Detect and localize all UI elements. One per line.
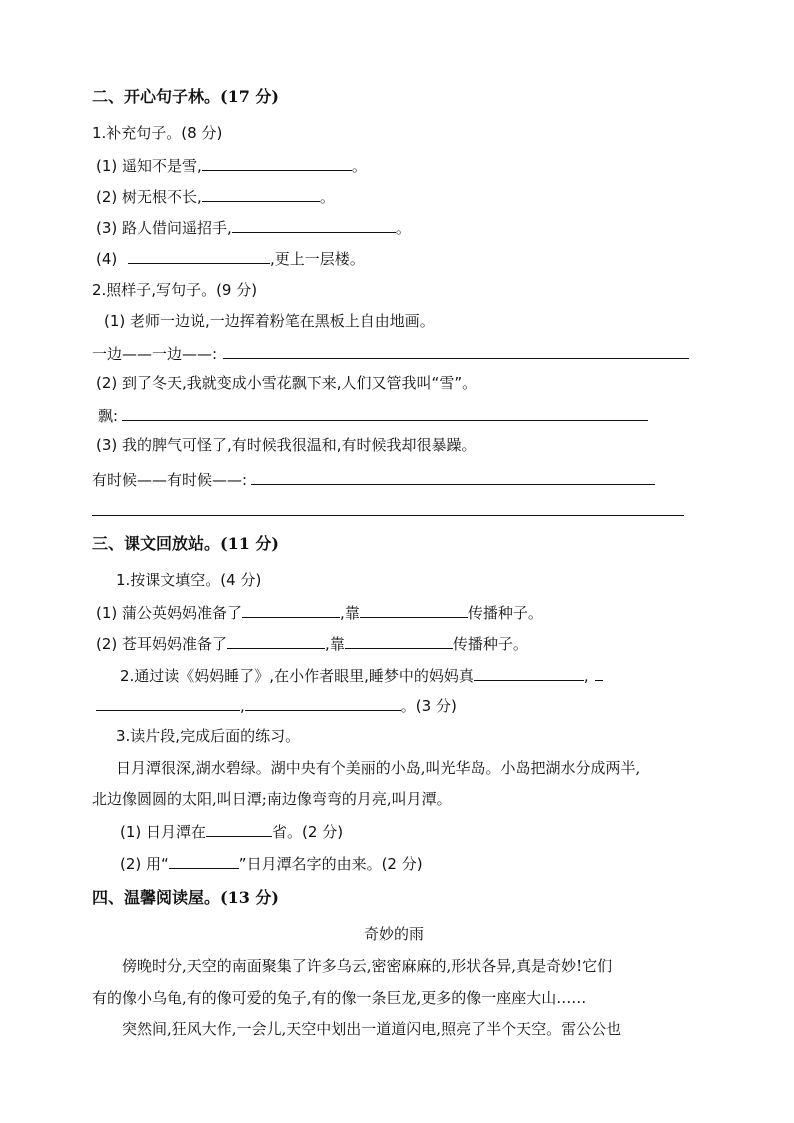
answer-blank[interactable] [242,601,340,618]
answer-line[interactable] [122,404,648,421]
story-title: 奇妙的雨 [364,925,425,943]
section-3-title: 三、课文回放站。(11 分) [92,534,279,553]
question-3-3-sub-1 [120,820,343,842]
answer-line[interactable] [223,342,689,359]
row-number: (2) [96,635,118,653]
question-3-2-line-1 [120,664,603,686]
question-2-1-item-2 [96,185,335,207]
answer-blank[interactable] [128,247,270,264]
answer-prompt: 有时候——有时候——: [92,471,248,489]
answer-blank[interactable] [232,216,396,233]
separator: , [240,697,245,715]
item-suffix: 。 [319,188,335,206]
item-number: (3) [96,219,118,237]
row-text: 传播种子。 [452,635,528,653]
answer-blank[interactable] [169,852,239,869]
question-2-2-item-2: (2) 到了冬天,我就变成小雪花飘下来,人们又管我叫“雪”。 [96,374,478,392]
question-2-2-label: 2.照样子,写句子。(9 分) [92,281,258,299]
row-text: ,靠 [325,635,345,653]
question-3-3-label: 3.读片段,完成后面的练习。 [116,727,301,745]
answer-blank[interactable] [595,664,603,681]
question-2-2-item-3-answer [92,468,655,490]
row-text: 苍耳妈妈准备了 [122,635,228,653]
question-2-2-item-1: (1) 老师一边说,一边挥着粉笔在黑板上自由地画。 [104,312,435,330]
row-text: 蒲公英妈妈准备了 [122,604,243,622]
question-2-1-label: 1.补充句子。(8 分) [92,124,223,142]
item-suffix: 。 [351,157,367,175]
answer-prompt: 一边——一边——: [92,345,218,363]
question-3-1-label: 1.按课文填空。(4 分) [116,571,262,589]
question-2-2-item-3: (3) 我的脾气可怪了,有时候我很温和,有时候我却很暴躁。 [96,436,477,454]
passage-line-1: 日月潭很深,湖水碧绿。湖中央有个美丽的小岛,叫光华岛。小岛把湖水分成两半, [116,759,641,777]
story-paragraph-2-line-1: 突然间,狂风大作,一会儿,天空中划出一道道闪电,照亮了半个天空。雷公公也 [122,1020,622,1038]
row-text: ,靠 [340,604,360,622]
item-number: (2) [96,188,118,206]
answer-blank[interactable] [96,694,240,711]
answer-blank[interactable] [206,820,272,837]
question-2-1-item-4 [96,247,365,269]
row-number: (1) [96,604,118,622]
answer-line-extra[interactable] [92,515,684,516]
question-3-2-line-2 [96,694,457,716]
question-2-2-item-1-answer [92,342,689,364]
item-suffix: 。 [395,219,411,237]
question-suffix: 。(3 分) [400,697,457,715]
question-text: 2.通过读《妈妈睡了》,在小作者眼里,睡梦中的妈妈真 [120,667,474,685]
question-text: (2) 用“ [120,855,169,873]
question-suffix: ”日月潭名字的由来。(2 分) [238,855,423,873]
story-paragraph-1-line-2: 有的像小乌龟,有的像可爱的兔子,有的像一条巨龙,更多的像一座座大山…… [92,989,587,1007]
answer-blank[interactable] [474,664,584,681]
section-2-title: 二、开心句子林。(17 分) [92,87,279,106]
story-paragraph-1-line-1: 傍晚时分,天空的南面聚集了许多乌云,密密麻麻的,形状各异,真是奇妙!它们 [122,957,613,975]
answer-blank[interactable] [227,632,325,649]
answer-line[interactable] [251,468,655,485]
answer-blank[interactable] [360,601,468,618]
section-4-title: 四、温馨阅读屋。(13 分) [92,888,279,907]
question-2-1-item-1 [96,154,367,176]
separator: , [583,667,589,685]
item-prompt: 遥知不是雪, [122,157,202,175]
answer-blank[interactable] [202,185,320,202]
question-suffix: 省。(2 分) [272,823,344,841]
answer-blank[interactable] [345,632,453,649]
row-text: 传播种子。 [467,604,543,622]
question-3-3-sub-2 [120,852,423,874]
answer-blank[interactable] [202,154,352,171]
passage-line-2: 北边像圆圆的太阳,叫日潭;南边像弯弯的月亮,叫月潭。 [92,790,452,808]
item-number: (1) [96,157,118,175]
item-suffix: ,更上一层楼。 [270,250,365,268]
question-text: (1) 日月潭在 [120,823,207,841]
item-prompt: 树无根不长, [122,188,202,206]
item-prompt: 路人借问遥招手, [122,219,232,237]
question-3-1-row-1 [96,601,543,623]
question-3-1-row-2 [96,632,528,654]
answer-prompt: 飘: [98,407,119,425]
answer-blank[interactable] [245,694,401,711]
question-2-2-item-2-answer [98,404,648,426]
item-number: (4) [96,250,118,268]
question-2-1-item-3 [96,216,411,238]
